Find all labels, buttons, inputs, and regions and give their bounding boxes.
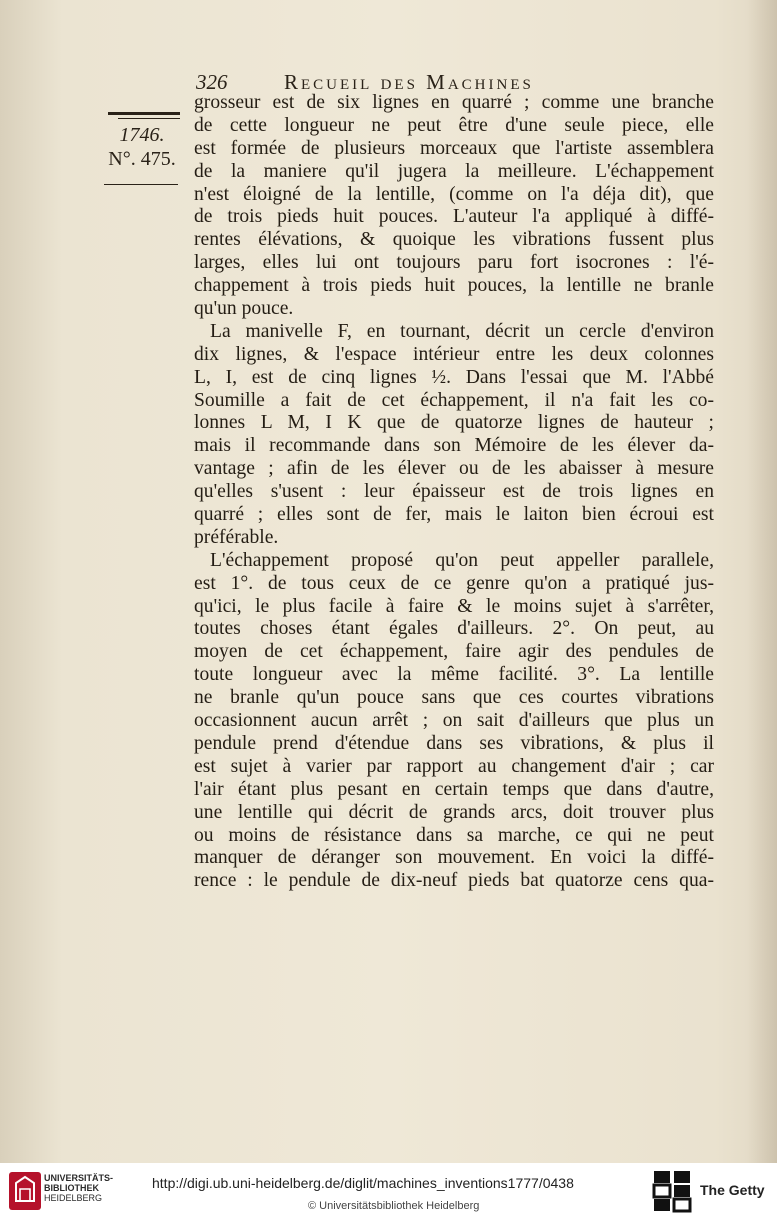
text-line: L, I, est de cinq lignes ½. Dans l'essai que M. l'Abbé xyxy=(194,366,714,388)
text-line: qu'ici, le plus facile à faire & le moins sujet à s'arrêter, xyxy=(194,595,714,617)
library-name-line: UNIVERSITÄTS- xyxy=(44,1173,114,1183)
text-line: de la maniere qu'il jugera la meilleure. L'échappement xyxy=(194,160,714,182)
page-number: 326 xyxy=(196,70,228,94)
partner-name: The Getty xyxy=(700,1182,765,1198)
text-line: qu'elles s'usent : leur épaisseur est de trois lignes en xyxy=(194,481,714,503)
text-line: qu'un pouce. xyxy=(194,298,294,320)
university-seal-icon[interactable] xyxy=(8,1171,42,1211)
viewer-footer xyxy=(0,1163,777,1219)
margin-rule-top-thin xyxy=(118,118,180,119)
text-line: L'échappement proposé qu'on peut appeller parallele, xyxy=(210,549,714,571)
text-line: vantage ; afin de les élever ou de les abaisser à mesure xyxy=(194,458,714,480)
text-line: de cette longueur ne peut être d'une seule piece, elle xyxy=(194,114,714,136)
text-line: est sujet à varier par rapport au changement d'air ; car xyxy=(194,755,714,777)
text-line: occasionnent aucun arrêt ; on sait d'ailleurs que plus un xyxy=(194,710,714,732)
text-line: ne branle qu'un pouce sans que ces courtes vibrations xyxy=(194,687,714,709)
getty-logo-icon[interactable] xyxy=(652,1169,692,1213)
text-line: La manivelle F, en tournant, décrit un cercle d'environ xyxy=(210,320,714,342)
text-line: l'air étant plus pesant en certain temps que dans d'autre, xyxy=(194,778,714,800)
text-line: est formée de plusieurs morceaux que l'artiste assemblera xyxy=(194,137,714,159)
text-line: toutes choses étant égales d'ailleurs. 2°. On peut, au xyxy=(194,618,714,640)
text-line: dix lignes, & l'espace intérieur entre les deux colonnes xyxy=(194,343,714,365)
text-line: est 1°. de tous ceux de ce genre qu'on a pratiqué jus- xyxy=(194,572,714,594)
running-title: Recueil des Machines xyxy=(284,70,534,94)
text-line: toute longueur avec la même facilité. 3°. La lentille xyxy=(194,664,714,686)
text-line: lonnes L M, I K que de quatorze lignes de hauteur ; xyxy=(194,412,714,434)
margin-note-year: 1746. xyxy=(119,124,165,146)
library-name xyxy=(44,1173,113,1203)
permalink-url[interactable]: http://digi.ub.uni-heidelberg.de/diglit/machines_inventions1777/0438 xyxy=(152,1175,574,1191)
text-line: mais il recommande dans son Mémoire de les élever da- xyxy=(194,435,714,457)
text-line: quarré ; elles sont de fer, mais le laiton bien écroui est xyxy=(194,504,714,526)
copyright-notice: © Universitätsbibliothek Heidelberg xyxy=(308,1200,480,1212)
body-text xyxy=(194,92,714,893)
margin-note-number: N°. 475. xyxy=(108,148,176,170)
text-line: rence : le pendule de dix-neuf pieds bat quatorze cens qua- xyxy=(194,870,714,892)
text-line: de trois pieds huit pouces. L'auteur l'a appliqué à diffé- xyxy=(194,206,714,228)
margin-rule-top xyxy=(108,112,180,115)
text-line: n'est éloigné de la lentille, (comme on l'a déja dit), que xyxy=(194,183,714,205)
text-line: une lentille qui décrit de grands arcs, doit trouver plus xyxy=(194,801,714,823)
text-line: rentes élévations, & quoique les vibrations fussent plus xyxy=(194,229,714,251)
text-line: moyen de cet échappement, faire agir des pendules de xyxy=(194,641,714,663)
text-line: manquer de déranger son mouvement. En voici la diffé- xyxy=(194,847,714,869)
text-line: grosseur est de six lignes en quarré ; comme une branche xyxy=(194,92,714,113)
text-line: Soumille a fait de cet échappement, il n'a fait les co- xyxy=(194,389,714,411)
text-line: préférable. xyxy=(194,526,279,548)
library-name-line: BIBLIOTHEK xyxy=(44,1183,99,1193)
text-line: larges, elles lui ont toujours paru fort isocrones : l'é- xyxy=(194,252,714,274)
margin-rule-bottom xyxy=(104,184,178,185)
text-line: chappement à trois pieds huit pouces, la lentille ne branle xyxy=(194,275,714,297)
text-line: ou moins de résistance dans sa marche, ce qui ne peut xyxy=(194,824,714,846)
text-line: pendule prend d'étendue dans ses vibrations, & plus il xyxy=(194,732,714,754)
library-name-line: HEIDELBERG xyxy=(44,1193,103,1203)
